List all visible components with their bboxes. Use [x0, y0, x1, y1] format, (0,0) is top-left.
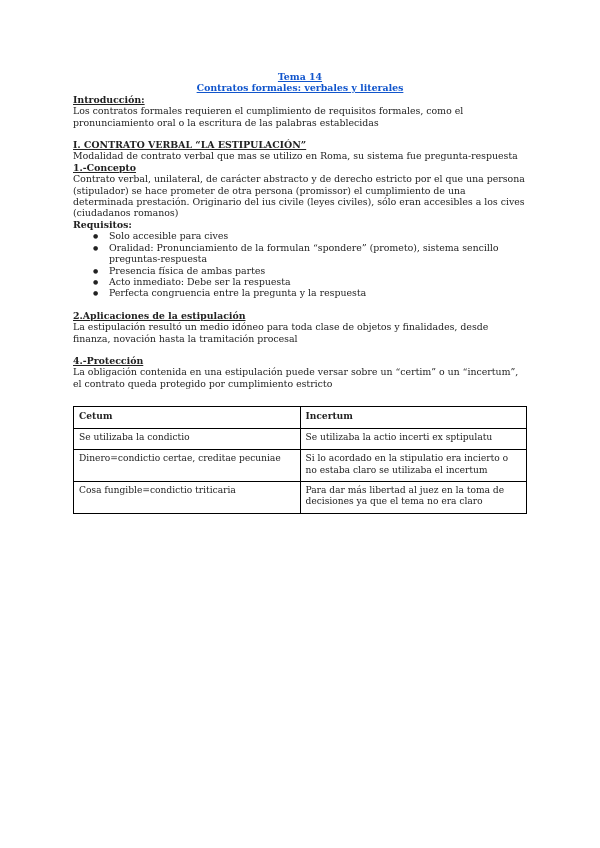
list-item: ● Oralidad: Pronunciamiento de la formulan “spondere” (prometo), sistema sencillo preguntas-respuesta: [109, 243, 527, 266]
list-item: ● Solo accesible para cives: [109, 231, 527, 242]
section2-text: La estipulación resultó un medio idóneo para toda clase de objetos y finalidades, desde finanza, novación hasta la tramitación procesal: [73, 322, 489, 345]
table-header-cell: Cetum: [74, 407, 301, 429]
table-cell: Se utilizaba la condictio: [74, 429, 301, 450]
list-item: ● Acto inmediato: Debe ser la respuesta: [109, 277, 527, 288]
table-cell: Se utilizaba la actio incerti ex sptipulatu: [300, 429, 527, 450]
section1-text: Modalidad de contrato verbal que mas se utilizo en Roma, su sistema fue pregunta-respuesta: [73, 151, 518, 163]
table-cell: Para dar más libertad al juez en la toma de decisiones ya que el tema no era claro: [300, 481, 527, 513]
table-cell: Si lo acordado en la stipulatio era incierto o no estaba claro se utilizaba el incertum: [300, 450, 527, 482]
list-item: ● Presencia física de ambas partes: [109, 266, 527, 277]
concept-text: Contrato verbal, unilateral, de carácter abstracto y de derecho estricto por el que una persona (stipulador) se hace prometer de otra persona (promissor) el cumplimiento de una determinada prestación. Originario del ius civile (leyes civiles), sólo eran accesibles a los cives (ciudadanos romanos): [73, 174, 525, 220]
comparison-table: [73, 406, 527, 514]
table-row: [74, 481, 527, 513]
table-cell: Dinero=condictio certae, creditae pecuniae: [74, 450, 301, 482]
table-row: [74, 450, 527, 482]
document-title: [73, 83, 527, 94]
table-row: [74, 429, 527, 450]
table-header-row: [74, 407, 527, 429]
section2-heading: 2.Aplicaciones de la estipulación: [73, 310, 246, 322]
theme-link[interactable]: Tema 14: [277, 72, 323, 83]
section1-heading: I. CONTRATO VERBAL “LA ESTIPULACIÓN”: [73, 140, 307, 152]
table-cell: Cosa fungible=condictio triticaria: [74, 481, 301, 513]
title-link[interactable]: Contratos formales: verbales y literales: [196, 83, 404, 95]
section4-heading: 4.-Protección: [73, 355, 144, 367]
requirements-heading: Requisitos:: [73, 219, 132, 231]
concept-heading: 1.-Concepto: [73, 162, 137, 174]
list-item: ● Perfecta congruencia entre la pregunta y la respuesta: [109, 288, 527, 299]
requirements-list: [73, 231, 527, 299]
document-page: [73, 72, 527, 514]
intro-heading: Introducción:: [73, 94, 145, 106]
table-header-cell: Incertum: [300, 407, 527, 429]
section4-text: La obligación contenida en una estipulación puede versar sobre un “certim” o un “incertum”, el contrato queda protegido por cumplimiento estricto: [73, 367, 519, 390]
theme-number: [73, 72, 527, 83]
intro-text: Los contratos formales requieren el cumplimiento de requisitos formales, como el pronunciamiento oral o la escritura de las palabras establecidas: [73, 106, 464, 129]
